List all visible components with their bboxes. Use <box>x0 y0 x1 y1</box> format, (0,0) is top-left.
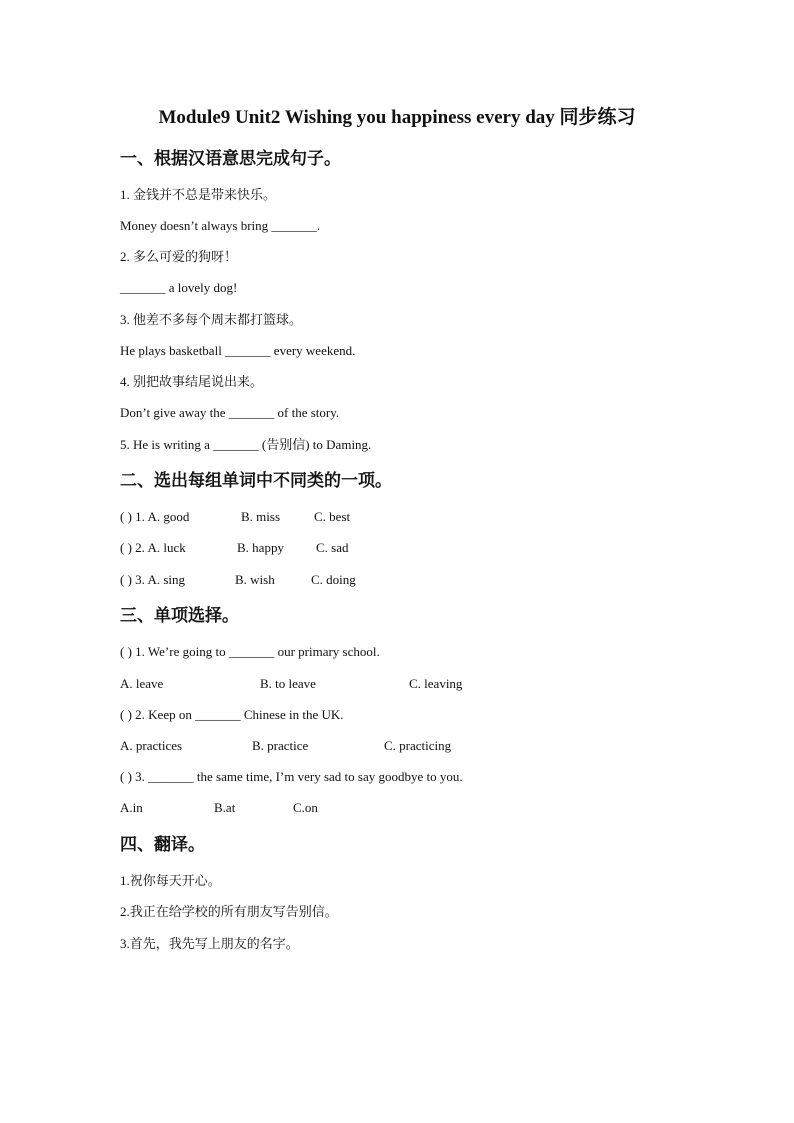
section3-option-c: C. practicing <box>384 738 452 753</box>
section2-row-number: ( ) 3. A. sing <box>120 572 185 587</box>
section3-question-stem: ( ) 3. _______ the same time, I’m very sad to say goodbye to you. <box>120 769 463 784</box>
section1-line: 1. 金钱并不总是带来快乐。 <box>120 187 277 202</box>
section4-line: 1.祝你每天开心。 <box>120 873 221 888</box>
section3-option-c: C. leaving <box>409 676 463 691</box>
page-title: Module9 Unit2 Wishing you happiness every day 同步练习 <box>158 107 636 128</box>
section3-option-b: B. to leave <box>260 676 316 691</box>
section3-option-a: A. practices <box>120 738 183 753</box>
section1-line: _______ a lovely dog! <box>120 280 238 295</box>
section3-option-b: B.at <box>214 800 236 815</box>
section3-option-a: A. leave <box>120 676 164 691</box>
section2-option-b: B. wish <box>235 572 275 587</box>
section2-option-b: B. miss <box>241 509 281 524</box>
section3-option-c: C.on <box>293 800 318 815</box>
section1-heading: 一、根据汉语意思完成句子。 <box>120 149 341 168</box>
section2-heading: 二、选出每组单词中不同类的一项。 <box>120 471 392 490</box>
section3-option-a: A.in <box>120 800 143 815</box>
section3-question-stem: ( ) 1. We’re going to _______ our primary school. <box>120 644 380 659</box>
section1-line: 5. He is writing a _______ (告别信) to Daming. <box>120 437 372 452</box>
section2-option-c: C. sad <box>316 540 349 555</box>
section1-line: Money doesn’t always bring _______. <box>120 218 321 233</box>
section2-option-c: C. best <box>314 509 351 524</box>
section4-line: 3.首先，我先写上朋友的名字。 <box>120 936 299 951</box>
section1-line: He plays basketball _______ every weekend. <box>120 343 356 358</box>
section4-heading: 四、翻译。 <box>120 835 205 854</box>
section2-option-c: C. doing <box>311 572 356 587</box>
section1-line: 2. 多么可爱的狗呀！ <box>120 249 238 264</box>
section3-option-b: B. practice <box>252 738 309 753</box>
section2-option-b: B. happy <box>237 540 284 555</box>
section3-question-stem: ( ) 2. Keep on _______ Chinese in the UK. <box>120 707 344 722</box>
section3-heading: 三、单项选择。 <box>120 606 239 625</box>
section4-line: 2.我正在给学校的所有朋友写告别信。 <box>120 904 338 919</box>
section2-row-number: ( ) 1. A. good <box>120 509 190 524</box>
section1-line: Don’t give away the _______ of the story. <box>120 405 340 420</box>
section1-line: 3. 他差不多每个周末都打篮球。 <box>120 312 303 327</box>
section2-row-number: ( ) 2. A. luck <box>120 540 186 555</box>
section1-line: 4. 别把故事结尾说出来。 <box>120 374 264 389</box>
